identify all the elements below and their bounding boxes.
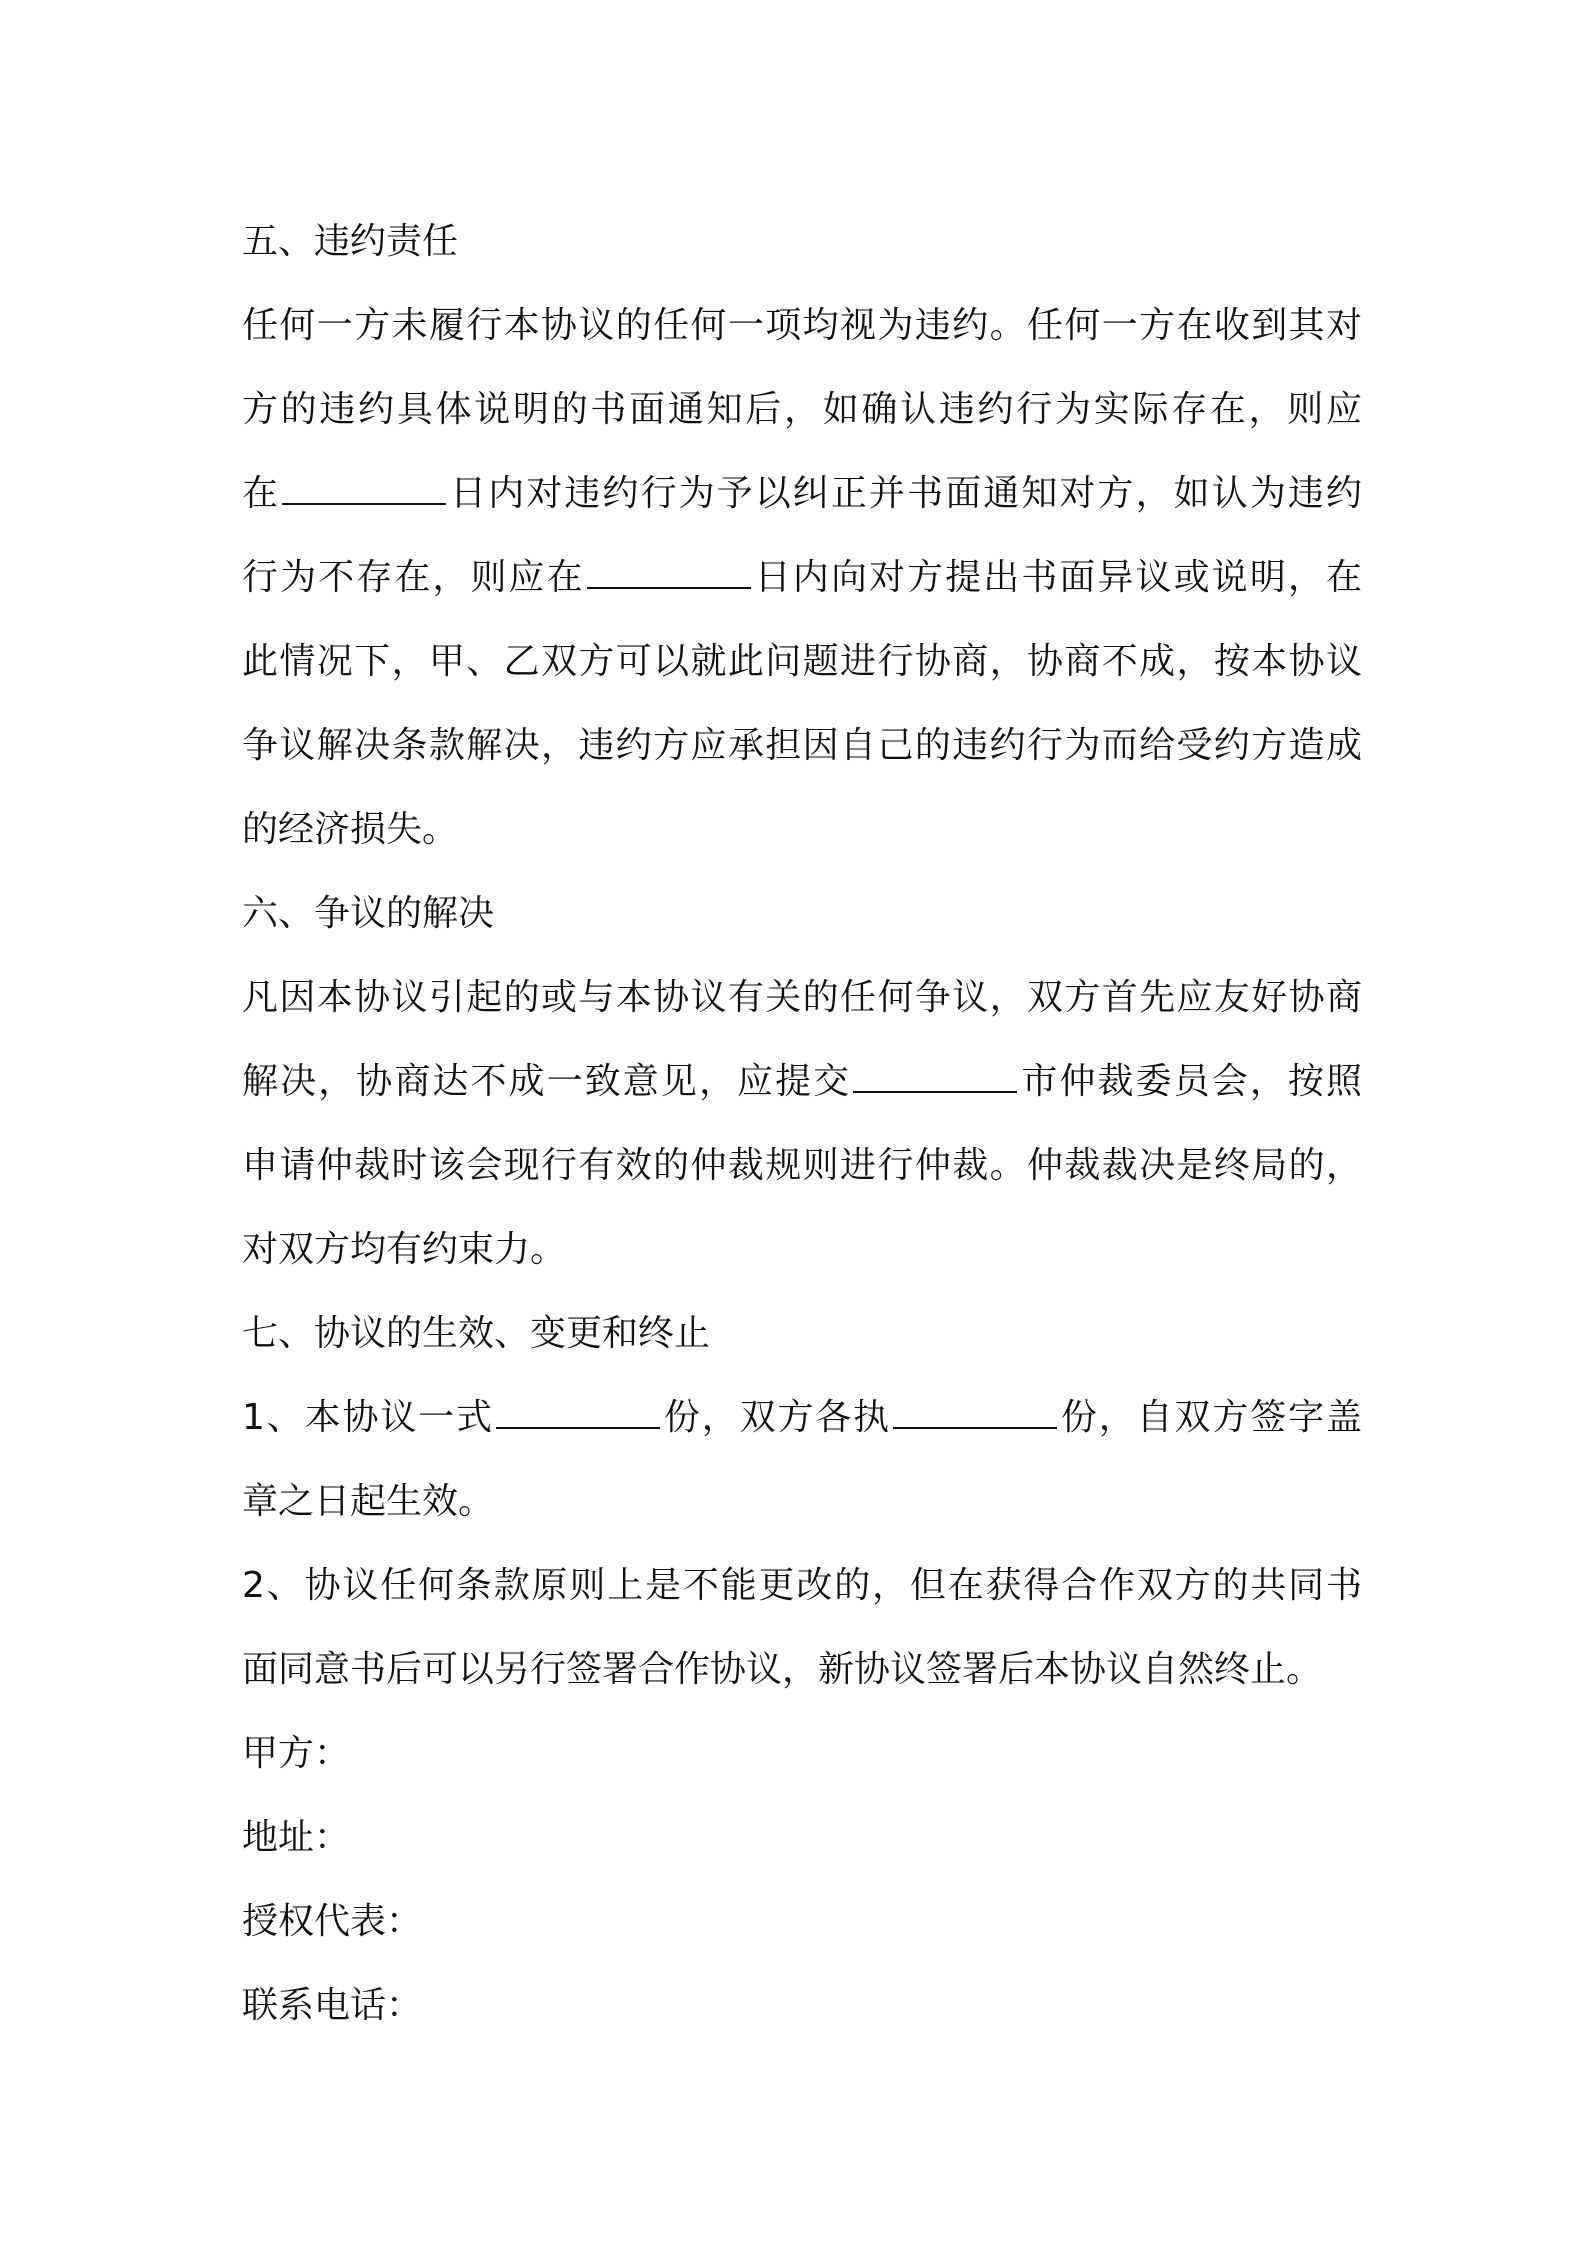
fill-blank-copies (496, 1426, 660, 1429)
fill-blank-days (587, 586, 751, 589)
section-heading-breach: 五、违约责任 (242, 221, 459, 262)
paragraph-line: 凡因本协议引起的或与本协议有关的任何争议，双方首先应友好协商 (242, 977, 1362, 1018)
signature-address: 地址： (242, 1817, 351, 1858)
paragraph-line: 章之日起生效。 (242, 1481, 495, 1522)
fill-blank-copies-each (893, 1426, 1057, 1429)
paragraph-line: 行为不存在，则应在 日内向对方提出书面异议或说明，在 (242, 557, 1362, 598)
paragraph-line: 1、本协议一式 份，双方各执 份，自双方签字盖 (242, 1397, 1362, 1438)
paragraph-line: 申请仲裁时该会现行有效的仲裁规则进行仲裁。仲裁裁决是终局的， (242, 1145, 1362, 1186)
paragraph-line: 解决，协商达不成一致意见，应提交 市仲裁委员会，按照 (242, 1061, 1362, 1102)
document-page (242, 200, 1362, 2048)
paragraph-line: 在 日内对违约行为予以纠正并书面通知对方，如认为违约 (242, 473, 1362, 514)
paragraph-line: 面同意书后可以另行签署合作协议，新协议签署后本协议自然终止。 (242, 1649, 1323, 1690)
paragraph-line: 方的违约具体说明的书面通知后，如确认违约行为实际存在，则应 (242, 389, 1362, 430)
paragraph-line: 任何一方未履行本协议的任何一项均视为违约。任何一方在收到其对 (242, 305, 1362, 346)
section-heading-dispute: 六、争议的解决 (242, 893, 495, 934)
signature-representative: 授权代表： (242, 1901, 423, 1942)
signature-party-a: 甲方： (242, 1733, 351, 1774)
paragraph-line: 的经济损失。 (242, 809, 459, 850)
fill-blank-days (282, 502, 446, 505)
signature-phone: 联系电话： (242, 1985, 423, 2026)
paragraph-line: 2、协议任何条款原则上是不能更改的，但在获得合作双方的共同书 (242, 1565, 1362, 1606)
paragraph-line: 此情况下，甲、乙双方可以就此问题进行协商，协商不成，按本协议 (242, 641, 1362, 682)
paragraph-line: 争议解决条款解决，违约方应承担因自己的违约行为而给受约方造成 (242, 725, 1362, 766)
paragraph-line: 对双方均有约束力。 (242, 1229, 567, 1270)
section-heading-effect: 七、协议的生效、变更和终止 (242, 1313, 711, 1354)
fill-blank-city (853, 1090, 1017, 1093)
